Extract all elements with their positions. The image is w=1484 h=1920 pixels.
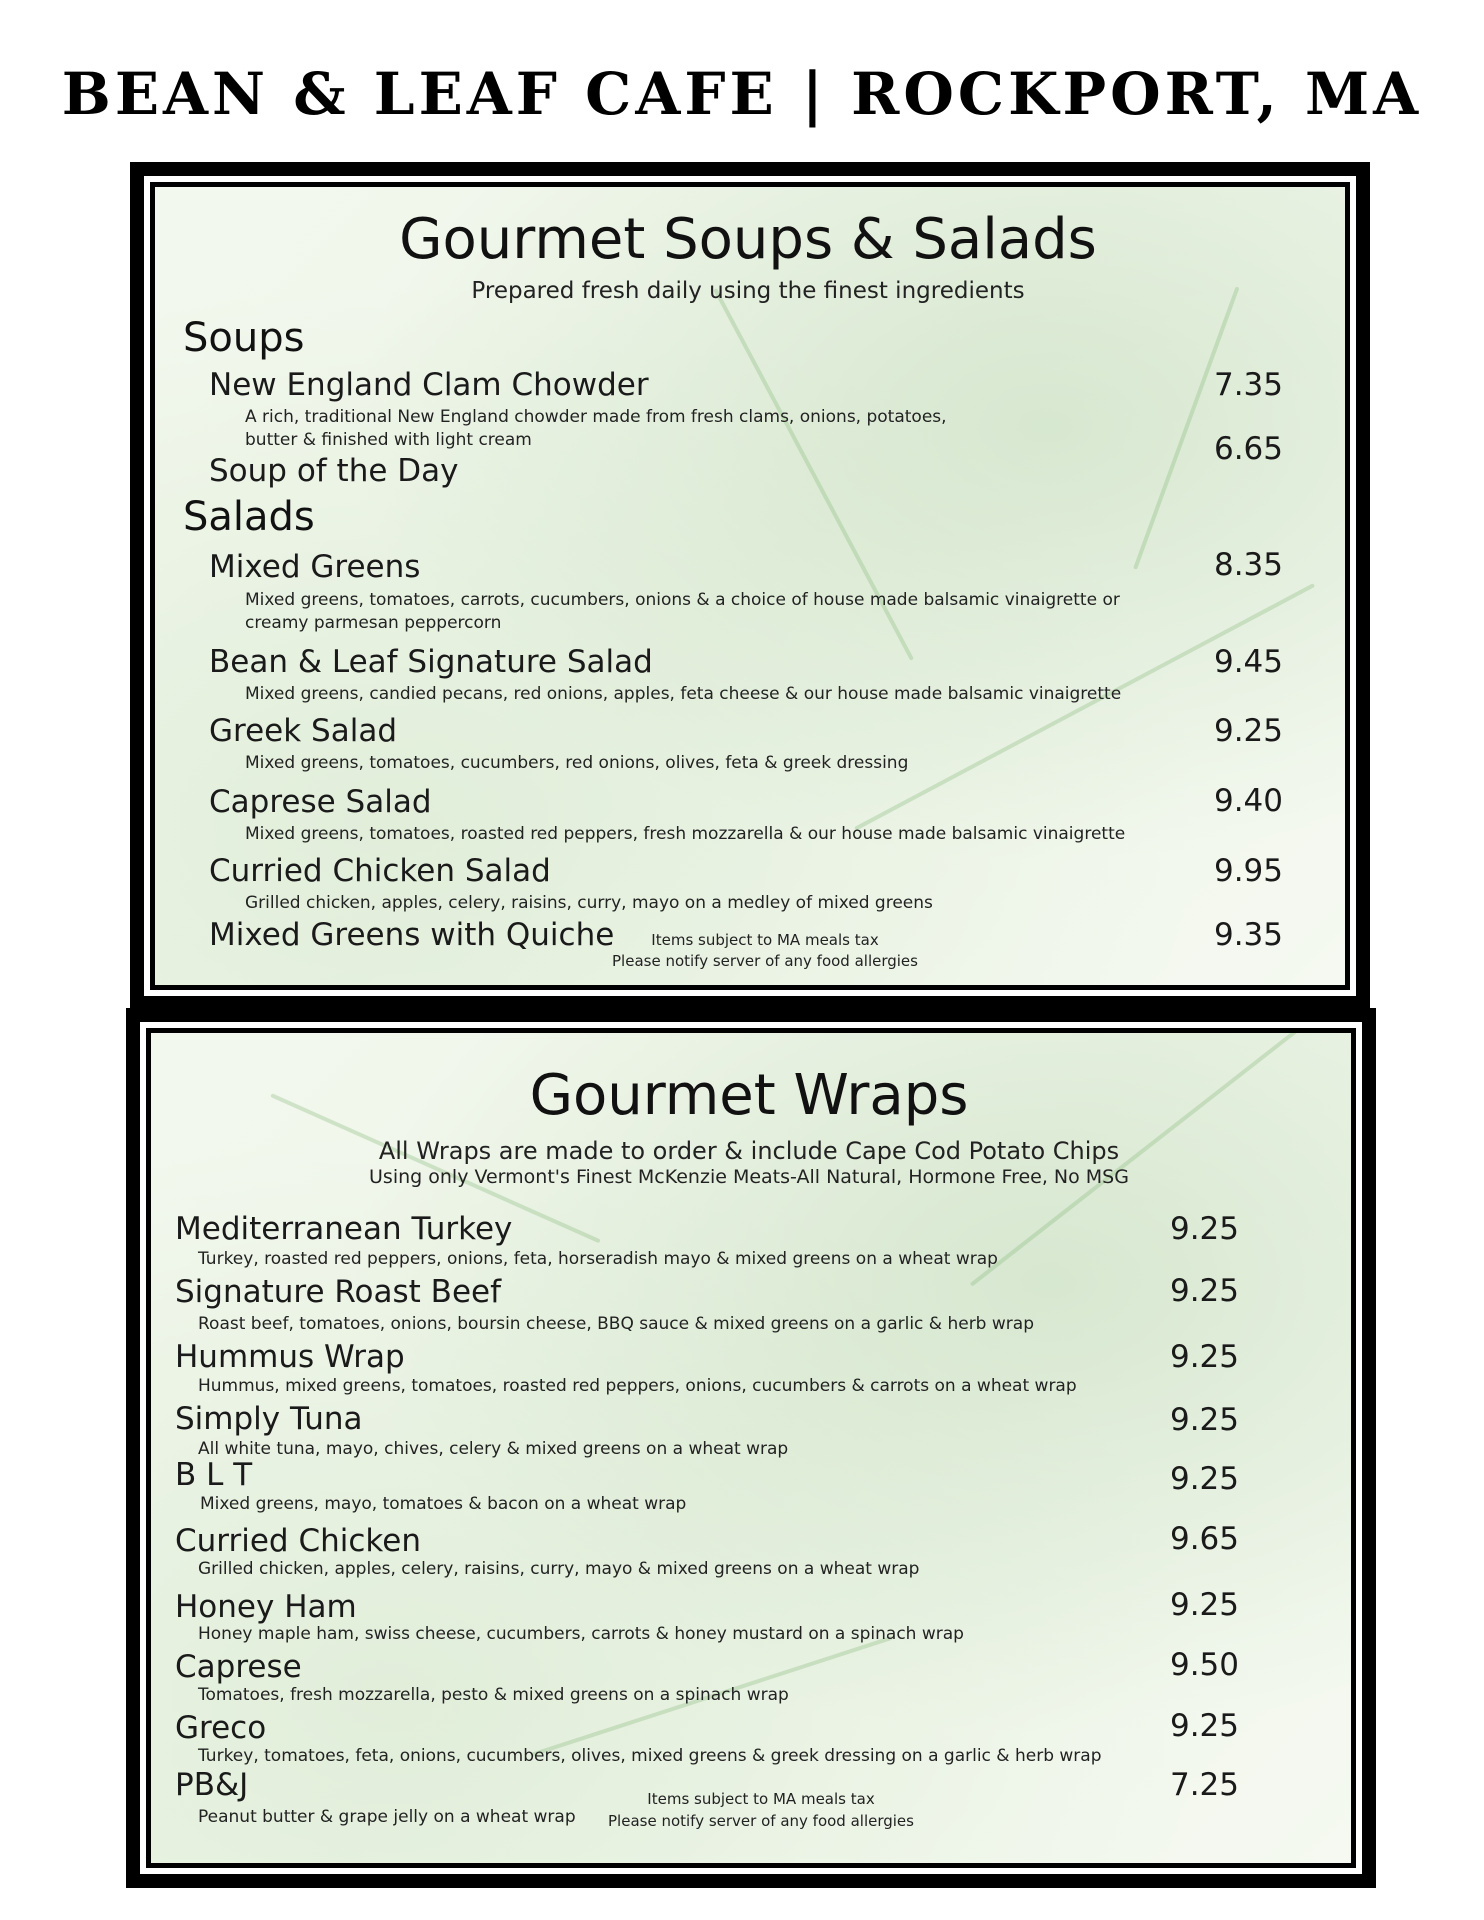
menu-item-price: 6.65 [1213, 431, 1283, 467]
menu-item-price: 7.25 [1169, 1767, 1239, 1803]
menu-item-name: Bean & Leaf Signature Salad [209, 644, 653, 680]
leaf-vein-decoration [1133, 286, 1239, 569]
wraps-title: Gourmet Wraps [529, 1063, 969, 1128]
menu-item-desc: butter & finished with light cream [245, 430, 532, 450]
menu-item-desc: A rich, traditional New England chowder made from fresh clams, onions, potatoes, [245, 407, 947, 427]
menu-item-desc: Grilled chicken, apples, celery, raisins, curry, mayo & mixed greens on a wheat wrap [198, 1559, 920, 1579]
menu-item-price: 9.25 [1213, 713, 1283, 749]
menu-item-name: New England Clam Chowder [209, 367, 649, 403]
menu-item-desc: Grilled chicken, apples, celery, raisins, curry, mayo on a medley of mixed greens [245, 893, 933, 913]
menu-item-name: Curried Chicken [175, 1523, 421, 1559]
menu-item-price: 9.25 [1169, 1402, 1239, 1438]
menu-item-price: 9.40 [1213, 783, 1283, 819]
wraps-subtitle-meats: Using only Vermont's Finest McKenzie Meats-All Natural, Hormone Free, No MSG [369, 1166, 1129, 1188]
menu-item-name: Honey Ham [175, 1589, 357, 1625]
allergy-note: Please notify server of any food allergies [612, 952, 918, 970]
wraps-subtitle: All Wraps are made to order & include Cape Cod Potato Chips [378, 1137, 1120, 1165]
menu-item-price: 8.35 [1213, 547, 1283, 583]
wraps-panel-inner [146, 1028, 1356, 1868]
menu-item-price: 9.25 [1169, 1461, 1239, 1497]
menu-item-name: B L T [175, 1457, 253, 1493]
menu-item-desc: Peanut butter & grape jelly on a wheat wrap [198, 1807, 576, 1827]
menu-item-desc: Honey maple ham, swiss cheese, cucumbers, carrots & honey mustard on a spinach wrap [198, 1624, 964, 1644]
menu-item-price: 9.65 [1169, 1521, 1239, 1557]
menu-item-desc: Mixed greens, tomatoes, cucumbers, red onions, olives, feta & greek dressing [245, 753, 909, 773]
menu-item-desc: Turkey, tomatoes, feta, onions, cucumbers, olives, mixed greens & greek dressing on a garlic & herb wrap [198, 1746, 1102, 1766]
soups-salads-title: Gourmet Soups & Salads [399, 207, 1097, 272]
page-title: BEAN & LEAF CAFE | ROCKPORT, MA [61, 60, 1423, 128]
soups-salads-subtitle: Prepared fresh daily using the finest ingredients [471, 278, 1025, 304]
menu-item-desc: Mixed greens, mayo, tomatoes & bacon on a wheat wrap [200, 1494, 687, 1514]
menu-item-price: 9.95 [1213, 853, 1283, 889]
menu-item-price: 9.45 [1213, 644, 1283, 680]
menu-item-desc: Turkey, roasted red peppers, onions, feta, horseradish mayo & mixed greens on a wheat wrap [198, 1249, 998, 1269]
soups-salads-panel-inner [150, 182, 1350, 990]
menu-item-price: 9.50 [1169, 1647, 1239, 1683]
menu-item-desc: Hummus, mixed greens, tomatoes, roasted red peppers, onions, cucumbers & carrots on a wheat wrap [198, 1376, 1077, 1396]
menu-item-desc: Mixed greens, tomatoes, carrots, cucumbers, onions & a choice of house made balsamic vinaigrette or [245, 590, 1120, 610]
soups-salads-panel [130, 162, 1370, 1010]
menu-item-name: Signature Roast Beef [175, 1274, 501, 1310]
menu-item-name: Caprese [175, 1649, 302, 1685]
menu-item-name: PB&J [175, 1767, 249, 1803]
menu-item-price: 9.35 [1213, 917, 1283, 953]
menu-item-desc: creamy parmesan peppercorn [245, 613, 502, 633]
menu-item-price: 9.25 [1169, 1339, 1239, 1375]
menu-item-name: Caprese Salad [209, 784, 432, 820]
menu-item-price: 9.25 [1169, 1211, 1239, 1247]
menu-item-desc: Mixed greens, candied pecans, red onions, apples, feta cheese & our house made balsamic vinaigrette [245, 684, 1122, 704]
tax-note: Items subject to MA meals tax [651, 931, 879, 949]
menu-item-price: 7.35 [1213, 367, 1283, 403]
menu-item-price: 9.25 [1169, 1708, 1239, 1744]
allergy-note: Please notify server of any food allergies [608, 1812, 914, 1830]
menu-item-name: Hummus Wrap [175, 1339, 405, 1375]
menu-item-name: Mixed Greens with Quiche [209, 917, 615, 953]
menu-item-name: Simply Tuna [175, 1401, 363, 1437]
menu-item-price: 9.25 [1169, 1587, 1239, 1623]
menu-item-desc: Roast beef, tomatoes, onions, boursin cheese, BBQ sauce & mixed greens on a garlic & herb wrap [198, 1314, 1034, 1334]
menu-item-name: Curried Chicken Salad [209, 853, 551, 889]
menu-item-desc: Tomatoes, fresh mozzarella, pesto & mixed greens on a spinach wrap [198, 1685, 789, 1705]
soups-heading: Soups [183, 315, 305, 361]
menu-item-name: Mixed Greens [209, 549, 421, 585]
wraps-panel [126, 1008, 1376, 1888]
menu-item-name: Greek Salad [209, 713, 397, 749]
tax-note: Items subject to MA meals tax [647, 1790, 875, 1808]
menu-item-name: Greco [175, 1710, 267, 1746]
menu-item-price: 9.25 [1169, 1273, 1239, 1309]
menu-item-desc: Mixed greens, tomatoes, roasted red peppers, fresh mozzarella & our house made balsamic vinaigrette [245, 824, 1126, 844]
salads-heading: Salads [183, 494, 315, 540]
menu-item-desc: All white tuna, mayo, chives, celery & mixed greens on a wheat wrap [198, 1439, 789, 1459]
menu-item-name: Soup of the Day [209, 453, 459, 489]
menu-item-name: Mediterranean Turkey [175, 1211, 513, 1247]
